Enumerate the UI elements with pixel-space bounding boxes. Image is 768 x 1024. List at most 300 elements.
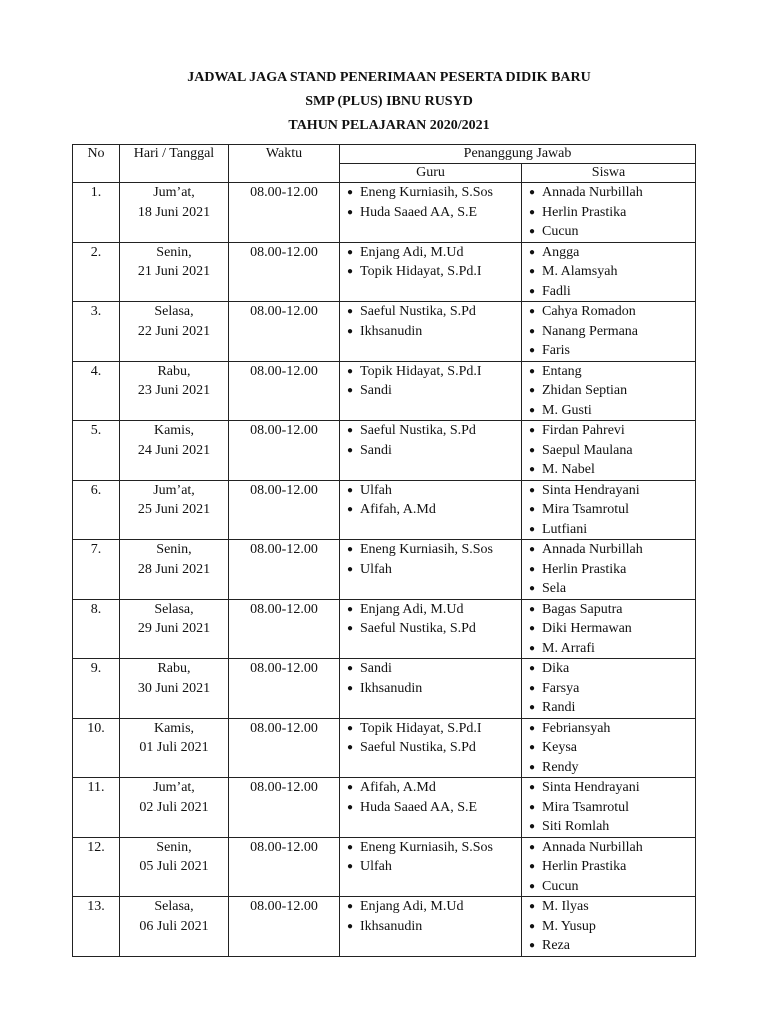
teacher-name: Sandi bbox=[360, 661, 392, 676]
teacher-list bbox=[340, 362, 521, 401]
list-item bbox=[347, 243, 521, 263]
teacher-name: Eneng Kurniasih, S.Sos bbox=[360, 839, 493, 855]
bullet-icon: ● bbox=[529, 325, 536, 337]
list-item bbox=[529, 877, 695, 897]
list-item bbox=[529, 460, 695, 480]
student-name: Annada Nurbillah bbox=[542, 185, 643, 200]
teacher-list-cell bbox=[340, 421, 522, 481]
teacher-name: Afifah, A.Md bbox=[360, 502, 436, 517]
list-item bbox=[347, 183, 521, 203]
teacher-list bbox=[340, 600, 521, 639]
teacher-name: Ulfah bbox=[360, 859, 392, 874]
student-name: M. Arrafi bbox=[542, 640, 595, 656]
teacher-list-cell bbox=[340, 540, 522, 600]
date: 01 Juli 2021 bbox=[139, 740, 209, 755]
student-list bbox=[522, 719, 695, 778]
teacher-name: Saeful Nustika, S.Pd bbox=[360, 423, 476, 438]
teacher-list-cell bbox=[340, 183, 522, 243]
list-item bbox=[529, 500, 695, 520]
day-name: Selasa, bbox=[154, 601, 194, 617]
time-cell: 08.00-12.00 bbox=[229, 480, 340, 540]
day-name: Rabu, bbox=[157, 661, 191, 676]
schedule-table bbox=[72, 144, 696, 957]
time-cell: 08.00-12.00 bbox=[229, 183, 340, 243]
bullet-icon: ● bbox=[529, 742, 536, 753]
student-list bbox=[522, 838, 695, 897]
student-list-cell bbox=[522, 540, 696, 600]
bullet-icon: ● bbox=[529, 702, 536, 713]
student-name: Farsya bbox=[542, 680, 580, 696]
school-name: SMP (PLUS) IBNU RUSYD bbox=[305, 94, 473, 109]
list-item bbox=[347, 481, 521, 501]
time-cell: 08.00-12.00 bbox=[229, 242, 340, 302]
student-list bbox=[522, 481, 695, 540]
date: 25 Juni 2021 bbox=[137, 502, 211, 517]
day-date-cell bbox=[120, 421, 229, 481]
time-cell: 08.00-12.00 bbox=[229, 361, 340, 421]
list-item bbox=[347, 619, 521, 639]
date: 22 Juni 2021 bbox=[137, 323, 211, 339]
list-item bbox=[347, 917, 521, 937]
table-row bbox=[73, 361, 696, 421]
bullet-icon: ● bbox=[529, 603, 536, 615]
bullet-icon: ● bbox=[529, 206, 536, 218]
list-item bbox=[529, 659, 695, 679]
list-item bbox=[529, 203, 695, 223]
bullet-icon: ● bbox=[347, 841, 354, 853]
row-number: 9. bbox=[73, 659, 120, 719]
teacher-name: Enjang Adi, M.Ud bbox=[360, 601, 464, 617]
day-date-cell bbox=[120, 659, 229, 719]
list-item bbox=[529, 639, 695, 659]
bullet-icon: ● bbox=[529, 285, 536, 297]
student-name: Keysa bbox=[542, 740, 577, 755]
bullet-icon: ● bbox=[347, 206, 354, 218]
list-item bbox=[529, 778, 695, 798]
student-list-cell bbox=[522, 361, 696, 421]
teacher-name: Enjang Adi, M.Ud bbox=[360, 899, 464, 914]
teacher-list bbox=[340, 540, 521, 579]
list-item bbox=[347, 262, 521, 282]
bullet-icon: ● bbox=[347, 425, 354, 436]
day-date-cell bbox=[120, 480, 229, 540]
row-number: 12. bbox=[73, 837, 120, 897]
date: 24 Juni 2021 bbox=[137, 442, 211, 458]
student-name: Fadli bbox=[542, 283, 571, 299]
student-name: M. Yusup bbox=[542, 918, 596, 934]
teacher-list-cell bbox=[340, 480, 522, 540]
bullet-icon: ● bbox=[347, 246, 354, 258]
student-name: Herlin Prastika bbox=[542, 561, 627, 577]
column-header-no: No bbox=[73, 145, 120, 183]
teacher-name: Topik Hidayat, S.Pd.I bbox=[360, 264, 482, 279]
bullet-icon: ● bbox=[347, 544, 354, 555]
teacher-list bbox=[340, 778, 521, 817]
bullet-icon: ● bbox=[529, 563, 536, 575]
day-name: Jum’at, bbox=[153, 482, 195, 498]
bullet-icon: ● bbox=[347, 782, 354, 793]
list-item bbox=[529, 302, 695, 322]
day-date-cell bbox=[120, 778, 229, 838]
time-cell: 08.00-12.00 bbox=[229, 540, 340, 600]
student-name: Lutfiani bbox=[542, 521, 588, 537]
list-item bbox=[529, 421, 695, 441]
student-list-cell bbox=[522, 837, 696, 897]
list-item bbox=[347, 540, 521, 560]
student-name: Faris bbox=[542, 343, 570, 358]
list-item bbox=[347, 897, 521, 917]
table-row bbox=[73, 897, 696, 957]
teacher-name: Topik Hidayat, S.Pd.I bbox=[360, 720, 482, 736]
bullet-icon: ● bbox=[529, 484, 536, 496]
student-list-cell bbox=[522, 718, 696, 778]
list-item bbox=[529, 817, 695, 837]
student-name: Randi bbox=[542, 700, 576, 715]
list-item bbox=[529, 243, 695, 263]
list-item bbox=[529, 857, 695, 877]
bullet-icon: ● bbox=[347, 861, 354, 872]
list-item bbox=[347, 500, 521, 520]
bullet-icon: ● bbox=[347, 385, 354, 396]
teacher-list-cell bbox=[340, 599, 522, 659]
bullet-icon: ● bbox=[529, 425, 536, 436]
bullet-icon: ● bbox=[347, 663, 354, 674]
bullet-icon: ● bbox=[529, 663, 536, 674]
list-item bbox=[529, 441, 695, 461]
list-item bbox=[529, 936, 695, 956]
teacher-name: Ikhsanudin bbox=[360, 323, 423, 339]
student-list-cell bbox=[522, 599, 696, 659]
bullet-icon: ● bbox=[347, 325, 354, 337]
bullet-icon: ● bbox=[529, 880, 536, 892]
student-name: Siti Romlah bbox=[542, 819, 610, 834]
student-name: M. Nabel bbox=[542, 462, 595, 477]
day-name: Selasa, bbox=[154, 899, 194, 914]
row-number: 6. bbox=[73, 480, 120, 540]
time-cell: 08.00-12.00 bbox=[229, 778, 340, 838]
student-name: M. Gusti bbox=[542, 402, 592, 418]
bullet-icon: ● bbox=[529, 544, 536, 555]
list-item bbox=[529, 183, 695, 203]
day-date-cell bbox=[120, 242, 229, 302]
table-row bbox=[73, 718, 696, 778]
row-number: 11. bbox=[73, 778, 120, 838]
student-list-cell bbox=[522, 897, 696, 957]
teacher-list-cell bbox=[340, 302, 522, 362]
row-number: 4. bbox=[73, 361, 120, 421]
student-name: Nanang Permana bbox=[542, 323, 639, 339]
student-name: Mira Tsamrotul bbox=[542, 502, 630, 517]
bullet-icon: ● bbox=[347, 682, 354, 694]
teacher-list-cell bbox=[340, 837, 522, 897]
day-date-cell bbox=[120, 183, 229, 243]
bullet-icon: ● bbox=[529, 782, 536, 793]
bullet-icon: ● bbox=[529, 365, 536, 377]
student-list bbox=[522, 659, 695, 718]
time-cell: 08.00-12.00 bbox=[229, 718, 340, 778]
list-item bbox=[347, 560, 521, 580]
day-name: Senin, bbox=[156, 244, 192, 260]
teacher-list-cell bbox=[340, 897, 522, 957]
list-item bbox=[529, 619, 695, 639]
list-item bbox=[347, 421, 521, 441]
teacher-name: Saeful Nustika, S.Pd bbox=[360, 304, 476, 319]
bullet-icon: ● bbox=[347, 563, 354, 575]
date: 05 Juli 2021 bbox=[139, 859, 209, 874]
student-name: Diki Hermawan bbox=[542, 621, 632, 636]
student-list bbox=[522, 183, 695, 242]
list-item bbox=[529, 262, 695, 282]
list-item bbox=[347, 441, 521, 461]
table-row bbox=[73, 837, 696, 897]
bullet-icon: ● bbox=[529, 722, 536, 734]
bullet-icon: ● bbox=[529, 940, 536, 951]
list-item bbox=[529, 282, 695, 302]
teacher-list bbox=[340, 897, 521, 936]
student-name: M. Alamsyah bbox=[542, 264, 618, 279]
teacher-list-cell bbox=[340, 718, 522, 778]
list-item bbox=[347, 203, 521, 223]
list-item bbox=[529, 798, 695, 818]
day-date-cell bbox=[120, 837, 229, 897]
list-item bbox=[529, 322, 695, 342]
row-number: 13. bbox=[73, 897, 120, 957]
student-name: Annada Nurbillah bbox=[542, 839, 643, 855]
bullet-icon: ● bbox=[529, 246, 536, 258]
student-list-cell bbox=[522, 183, 696, 243]
date: 30 Juni 2021 bbox=[137, 680, 211, 696]
bullet-icon: ● bbox=[347, 722, 354, 734]
bullet-icon: ● bbox=[529, 861, 536, 872]
bullet-icon: ● bbox=[347, 266, 354, 277]
time-cell: 08.00-12.00 bbox=[229, 421, 340, 481]
list-item bbox=[529, 600, 695, 620]
list-item bbox=[529, 341, 695, 361]
student-name: Sinta Hendrayani bbox=[542, 482, 640, 498]
bullet-icon: ● bbox=[529, 404, 536, 416]
teacher-name: Topik Hidayat, S.Pd.I bbox=[360, 363, 482, 379]
teacher-list-cell bbox=[340, 778, 522, 838]
teacher-list bbox=[340, 659, 521, 698]
bullet-icon: ● bbox=[529, 306, 536, 317]
day-name: Kamis, bbox=[153, 720, 195, 736]
teacher-list-cell bbox=[340, 242, 522, 302]
date: 18 Juni 2021 bbox=[137, 204, 211, 220]
student-list-cell bbox=[522, 480, 696, 540]
bullet-icon: ● bbox=[347, 484, 354, 496]
date: 28 Juni 2021 bbox=[137, 561, 211, 577]
day-name: Selasa, bbox=[154, 304, 194, 319]
student-name: Firdan Pahrevi bbox=[542, 423, 625, 438]
column-header-time: Waktu bbox=[229, 145, 340, 183]
bullet-icon: ● bbox=[529, 504, 536, 515]
teacher-list-cell bbox=[340, 361, 522, 421]
list-item bbox=[347, 679, 521, 699]
teacher-name: Sandi bbox=[360, 383, 392, 398]
teacher-name: Huda Saaed AA, S.E bbox=[360, 799, 478, 815]
time-cell: 08.00-12.00 bbox=[229, 659, 340, 719]
bullet-icon: ● bbox=[529, 464, 536, 475]
teacher-name: Saeful Nustika, S.Pd bbox=[360, 740, 476, 755]
list-item bbox=[347, 857, 521, 877]
student-name: Cucun bbox=[542, 224, 579, 239]
bullet-icon: ● bbox=[347, 623, 354, 634]
row-number: 8. bbox=[73, 599, 120, 659]
student-name: Rendy bbox=[542, 759, 579, 775]
table-row bbox=[73, 242, 696, 302]
bullet-icon: ● bbox=[529, 841, 536, 853]
student-name: Herlin Prastika bbox=[542, 859, 627, 874]
list-item bbox=[529, 719, 695, 739]
list-item bbox=[347, 302, 521, 322]
list-item bbox=[529, 560, 695, 580]
student-name: Entang bbox=[542, 363, 582, 379]
student-list bbox=[522, 362, 695, 421]
student-name: Cahya Romadon bbox=[542, 304, 636, 319]
teacher-list bbox=[340, 421, 521, 460]
bullet-icon: ● bbox=[529, 266, 536, 277]
list-item bbox=[529, 838, 695, 858]
student-list bbox=[522, 897, 695, 956]
list-item bbox=[529, 540, 695, 560]
teacher-name: Enjang Adi, M.Ud bbox=[360, 244, 464, 260]
bullet-icon: ● bbox=[347, 603, 354, 615]
list-item bbox=[529, 579, 695, 599]
day-name: Jum’at, bbox=[153, 185, 195, 200]
bullet-icon: ● bbox=[529, 226, 536, 237]
list-item bbox=[347, 778, 521, 798]
student-list bbox=[522, 600, 695, 659]
bullet-icon: ● bbox=[347, 901, 354, 912]
student-name: Saepul Maulana bbox=[542, 442, 633, 458]
teacher-name: Saeful Nustika, S.Pd bbox=[360, 621, 476, 636]
day-name: Kamis, bbox=[153, 423, 195, 438]
teacher-list bbox=[340, 243, 521, 282]
teacher-list bbox=[340, 838, 521, 877]
column-header-student: Siswa bbox=[522, 164, 696, 183]
student-name: Dika bbox=[542, 661, 570, 676]
day-date-cell bbox=[120, 540, 229, 600]
table-row bbox=[73, 778, 696, 838]
schedule-table-body bbox=[73, 183, 696, 957]
teacher-list-cell bbox=[340, 659, 522, 719]
bullet-icon: ● bbox=[529, 623, 536, 634]
document-title: JADWAL JAGA STAND PENERIMAAN PESERTA DIDIK BARU bbox=[187, 70, 591, 85]
bullet-icon: ● bbox=[529, 523, 536, 535]
academic-year: TAHUN PELAJARAN 2020/2021 bbox=[288, 118, 490, 133]
student-name: M. Ilyas bbox=[542, 899, 589, 914]
student-name: Mira Tsamrotul bbox=[542, 799, 630, 815]
teacher-name: Sandi bbox=[360, 442, 392, 458]
teacher-name: Ulfah bbox=[360, 561, 392, 577]
bullet-icon: ● bbox=[529, 642, 536, 654]
table-row bbox=[73, 599, 696, 659]
list-item bbox=[529, 897, 695, 917]
column-header-responsible: Penanggung Jawab bbox=[340, 145, 696, 164]
student-list-cell bbox=[522, 778, 696, 838]
date: 21 Juni 2021 bbox=[137, 264, 211, 279]
date: 02 Juli 2021 bbox=[139, 799, 209, 815]
time-cell: 08.00-12.00 bbox=[229, 302, 340, 362]
student-name: Sela bbox=[542, 581, 567, 596]
list-item bbox=[529, 520, 695, 540]
teacher-name: Afifah, A.Md bbox=[360, 780, 436, 795]
list-item bbox=[347, 719, 521, 739]
day-date-cell bbox=[120, 718, 229, 778]
list-item bbox=[347, 322, 521, 342]
day-name: Senin, bbox=[156, 542, 192, 557]
row-number: 1. bbox=[73, 183, 120, 243]
list-item bbox=[529, 222, 695, 242]
bullet-icon: ● bbox=[347, 920, 354, 932]
teacher-name: Ulfah bbox=[360, 482, 392, 498]
bullet-icon: ● bbox=[529, 385, 536, 396]
bullet-icon: ● bbox=[347, 365, 354, 377]
list-item bbox=[347, 659, 521, 679]
bullet-icon: ● bbox=[347, 742, 354, 753]
bullet-icon: ● bbox=[529, 682, 536, 694]
column-header-teacher: Guru bbox=[340, 164, 522, 183]
teacher-name: Ikhsanudin bbox=[360, 680, 423, 696]
table-row bbox=[73, 540, 696, 600]
bullet-icon: ● bbox=[529, 901, 536, 912]
date: 23 Juni 2021 bbox=[137, 383, 211, 398]
teacher-list bbox=[340, 481, 521, 520]
row-number: 2. bbox=[73, 242, 120, 302]
day-name: Rabu, bbox=[157, 363, 191, 379]
list-item bbox=[347, 738, 521, 758]
teacher-list bbox=[340, 302, 521, 341]
bullet-icon: ● bbox=[347, 504, 354, 515]
student-name: Sinta Hendrayani bbox=[542, 780, 640, 795]
student-list bbox=[522, 302, 695, 361]
bullet-icon: ● bbox=[347, 444, 354, 456]
list-item bbox=[347, 838, 521, 858]
row-number: 7. bbox=[73, 540, 120, 600]
list-item bbox=[347, 600, 521, 620]
bullet-icon: ● bbox=[529, 187, 536, 198]
student-list-cell bbox=[522, 421, 696, 481]
day-name: Jum’at, bbox=[153, 780, 195, 795]
bullet-icon: ● bbox=[529, 920, 536, 932]
bullet-icon: ● bbox=[529, 821, 536, 832]
student-list bbox=[522, 421, 695, 480]
bullet-icon: ● bbox=[529, 345, 536, 356]
bullet-icon: ● bbox=[529, 801, 536, 813]
teacher-name: Eneng Kurniasih, S.Sos bbox=[360, 542, 493, 557]
list-item bbox=[529, 698, 695, 718]
schedule-table-header bbox=[73, 145, 696, 183]
student-list bbox=[522, 243, 695, 302]
table-row bbox=[73, 480, 696, 540]
list-item bbox=[529, 481, 695, 501]
table-row bbox=[73, 659, 696, 719]
bullet-icon: ● bbox=[529, 444, 536, 456]
teacher-list bbox=[340, 183, 521, 222]
student-list bbox=[522, 778, 695, 837]
day-date-cell bbox=[120, 897, 229, 957]
bullet-icon: ● bbox=[529, 761, 536, 773]
date: 29 Juni 2021 bbox=[137, 621, 211, 636]
day-date-cell bbox=[120, 361, 229, 421]
day-date-cell bbox=[120, 302, 229, 362]
document-title-block bbox=[0, 66, 768, 138]
list-item bbox=[347, 381, 521, 401]
student-name: Zhidan Septian bbox=[542, 383, 628, 398]
bullet-icon: ● bbox=[347, 187, 354, 198]
student-name: Annada Nurbillah bbox=[542, 542, 643, 557]
student-name: Reza bbox=[542, 938, 570, 953]
